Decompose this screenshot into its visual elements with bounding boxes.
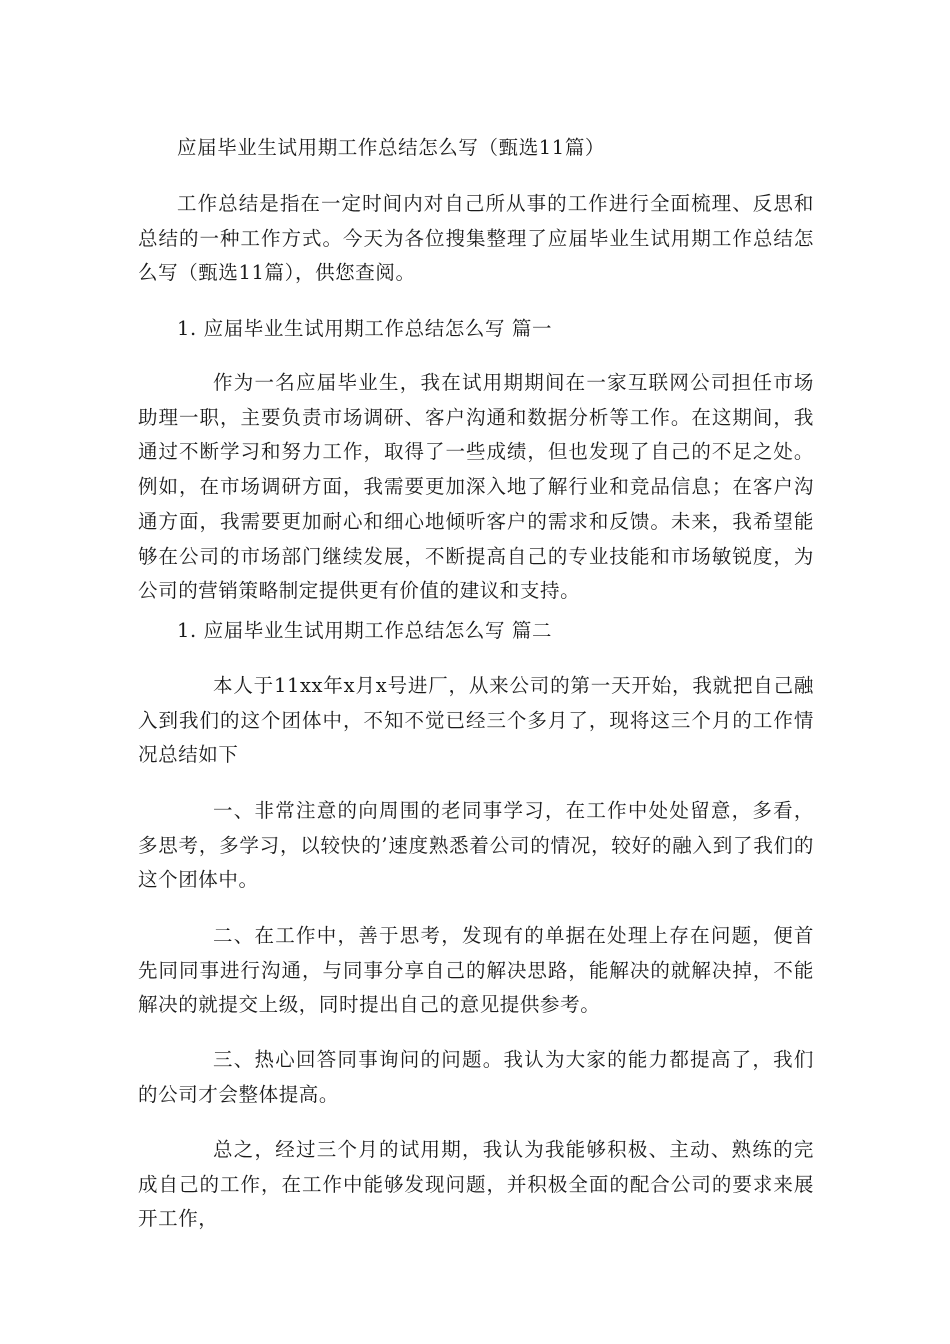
section2-paragraph-4: 三、热心回答同事询问的问题。我认为大家的能力都提高了，我们的公司才会整体提高。 bbox=[138, 1048, 814, 1106]
section1-paragraph: 作为一名应届毕业生，我在试用期期间在一家互联网公司担任市场助理一职，主要负责市场调研、客户沟通和数据分析等工作。在这期间，我通过不断学习和努力工作，取得了一些成绩，但也发现了自己的不足之处。例如，在市场调研方面，我需要更加深入地了解行业和竞品信息；在客户沟通方面，我需要更加耐心和细心地倾听客户的需求和反馈。未来，我希望能够在公司的市场部门继续发展，不断提高自己的专业技能和市场敏锐度，为公司的营销策略制定提供更有价值的建议和支持。 bbox=[138, 371, 814, 603]
section-heading-1: 1. 应届毕业生试用期工作总结怎么写 篇一 bbox=[177, 317, 553, 340]
section2-paragraph-2: 一、非常注意的向周围的老同事学习，在工作中处处留意，多看，多思考，多学习，以较快的’速度熟悉着公司的情况，较好的融入到了我们的这个团体中。 bbox=[138, 799, 814, 892]
section-heading-2: 1. 应届毕业生试用期工作总结怎么写 篇二 bbox=[177, 619, 553, 642]
section2-paragraph-3: 二、在工作中，善于思考，发现有的单据在处理上存在问题，便首先同同事进行沟通，与同事分享自己的解决思路，能解决的就解决掉，不能解决的就提交上级，同时提出自己的意见提供参考。 bbox=[138, 924, 814, 1017]
intro-paragraph: 工作总结是指在一定时间内对自己所从事的工作进行全面梳理、反思和总结的一种工作方式。今天为各位搜集整理了应届毕业生试用期工作总结怎么写（甄选11篇），供您查阅。 bbox=[138, 192, 814, 285]
section2-paragraph-1: 本人于11xx年x月x号进厂，从来公司的第一天开始，我就把自己融入到我们的这个团体中，不知不觉已经三个多月了，现将这三个月的工作情况总结如下 bbox=[138, 674, 814, 767]
document-title: 应届毕业生试用期工作总结怎么写（甄选11篇） bbox=[177, 136, 606, 159]
section2-paragraph-5: 总之，经过三个月的试用期，我认为我能够积极、主动、熟练的完成自己的工作，在工作中能够发现问题，并积极全面的配合公司的要求来展开工作， bbox=[138, 1138, 814, 1231]
